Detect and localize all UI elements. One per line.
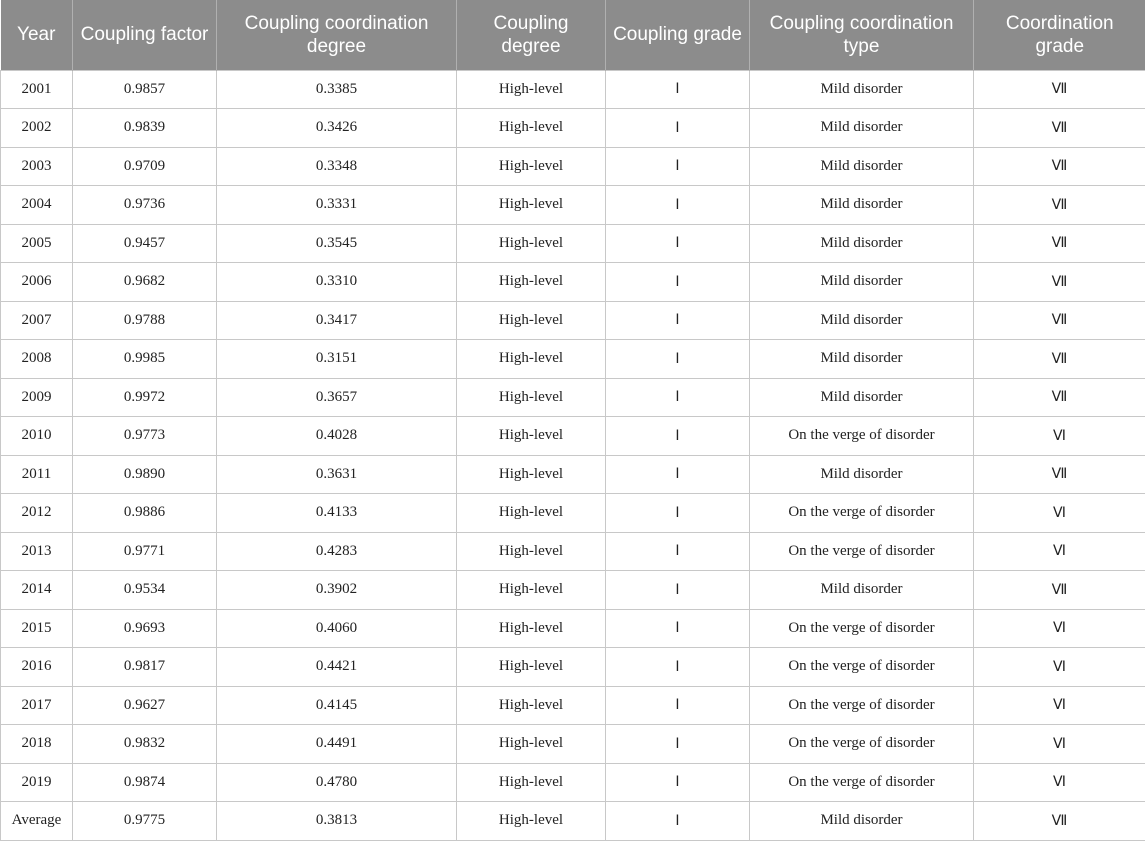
coupling-grade-cell: Ⅰ	[606, 301, 750, 340]
coupling-degree-cell: High-level	[457, 147, 606, 186]
coupling-coordination-type-cell: On the verge of disorder	[750, 686, 974, 725]
coupling-coordination-degree-cell: 0.4491	[217, 725, 457, 764]
year-cell: 2011	[1, 455, 73, 494]
coupling-factor-cell: 0.9682	[73, 263, 217, 302]
coupling-coordination-type-cell: Mild disorder	[750, 147, 974, 186]
coupling-grade-cell: Ⅰ	[606, 686, 750, 725]
table-row	[1, 494, 1145, 533]
table-row	[1, 224, 1145, 263]
coupling-degree-cell: High-level	[457, 301, 606, 340]
table-row	[1, 686, 1145, 725]
coupling-degree-cell: High-level	[457, 224, 606, 263]
coupling-coordination-degree-cell: 0.3417	[217, 301, 457, 340]
table-row	[1, 70, 1145, 109]
coupling-factor-cell: 0.9775	[73, 802, 217, 841]
coupling-grade-cell: Ⅰ	[606, 455, 750, 494]
coupling-factor-cell: 0.9890	[73, 455, 217, 494]
coupling-grade-cell: Ⅰ	[606, 532, 750, 571]
coupling-degree-cell: High-level	[457, 455, 606, 494]
year-cell: 2003	[1, 147, 73, 186]
coordination-grade-cell: Ⅵ	[974, 417, 1145, 456]
coupling-degree-cell: High-level	[457, 494, 606, 533]
coupling-degree-cell: High-level	[457, 70, 606, 109]
coordination-grade-cell: Ⅶ	[974, 224, 1145, 263]
coupling-degree-cell: High-level	[457, 417, 606, 456]
coupling-degree-cell: High-level	[457, 609, 606, 648]
coupling-grade-cell: Ⅰ	[606, 263, 750, 302]
header-coupling-grade: Coupling grade	[606, 0, 750, 70]
year-cell: 2013	[1, 532, 73, 571]
coordination-grade-cell: Ⅶ	[974, 802, 1145, 841]
coupling-coordination-type-cell: Mild disorder	[750, 109, 974, 148]
coordination-grade-cell: Ⅵ	[974, 648, 1145, 687]
year-cell: 2014	[1, 571, 73, 610]
table-row	[1, 301, 1145, 340]
coupling-factor-cell: 0.9627	[73, 686, 217, 725]
year-cell: 2017	[1, 686, 73, 725]
header-coupling-coordination-type: Coupling coordination type	[750, 0, 974, 70]
table-row	[1, 532, 1145, 571]
table-row	[1, 725, 1145, 764]
coupling-coordination-degree-cell: 0.3310	[217, 263, 457, 302]
coupling-coordination-degree-cell: 0.3902	[217, 571, 457, 610]
coupling-coordination-degree-cell: 0.3631	[217, 455, 457, 494]
coupling-coordination-degree-cell: 0.3385	[217, 70, 457, 109]
coupling-coordination-degree-cell: 0.4060	[217, 609, 457, 648]
coupling-factor-cell: 0.9874	[73, 763, 217, 802]
coupling-degree-cell: High-level	[457, 186, 606, 225]
year-cell: 2009	[1, 378, 73, 417]
coupling-factor-cell: 0.9972	[73, 378, 217, 417]
header-coupling-factor: Coupling factor	[73, 0, 217, 70]
header-coordination-grade: Coordination grade	[974, 0, 1145, 70]
table-row	[1, 455, 1145, 494]
coupling-degree-cell: High-level	[457, 571, 606, 610]
coupling-coordination-degree-cell: 0.4028	[217, 417, 457, 456]
coupling-grade-cell: Ⅰ	[606, 725, 750, 764]
coupling-grade-cell: Ⅰ	[606, 648, 750, 687]
coupling-factor-cell: 0.9886	[73, 494, 217, 533]
header-year: Year	[1, 0, 73, 70]
coordination-grade-cell: Ⅶ	[974, 378, 1145, 417]
coupling-factor-cell: 0.9788	[73, 301, 217, 340]
coupling-factor-cell: 0.9839	[73, 109, 217, 148]
coordination-grade-cell: Ⅶ	[974, 455, 1145, 494]
coupling-factor-cell: 0.9534	[73, 571, 217, 610]
year-cell: 2007	[1, 301, 73, 340]
table-row	[1, 609, 1145, 648]
coupling-degree-cell: High-level	[457, 109, 606, 148]
table-body	[1, 70, 1145, 840]
coupling-coordination-type-cell: On the verge of disorder	[750, 417, 974, 456]
coupling-factor-cell: 0.9736	[73, 186, 217, 225]
year-cell: 2004	[1, 186, 73, 225]
coupling-coordination-degree-cell: 0.3151	[217, 340, 457, 379]
coupling-coordination-type-cell: On the verge of disorder	[750, 648, 974, 687]
coupling-grade-cell: Ⅰ	[606, 763, 750, 802]
coordination-grade-cell: Ⅶ	[974, 571, 1145, 610]
table-row	[1, 340, 1145, 379]
coupling-grade-cell: Ⅰ	[606, 802, 750, 841]
table-row	[1, 802, 1145, 841]
coupling-coordination-type-cell: Mild disorder	[750, 340, 974, 379]
coupling-grade-cell: Ⅰ	[606, 70, 750, 109]
coupling-factor-cell: 0.9817	[73, 648, 217, 687]
coupling-coordination-type-cell: Mild disorder	[750, 186, 974, 225]
coupling-coordination-degree-cell: 0.3657	[217, 378, 457, 417]
coupling-factor-cell: 0.9693	[73, 609, 217, 648]
year-cell: 2015	[1, 609, 73, 648]
coupling-coordination-degree-cell: 0.3813	[217, 802, 457, 841]
year-cell: 2008	[1, 340, 73, 379]
year-cell: 2012	[1, 494, 73, 533]
coupling-grade-cell: Ⅰ	[606, 571, 750, 610]
coupling-degree-cell: High-level	[457, 763, 606, 802]
coordination-grade-cell: Ⅵ	[974, 494, 1145, 533]
coupling-degree-cell: High-level	[457, 340, 606, 379]
coupling-factor-cell: 0.9771	[73, 532, 217, 571]
coupling-coordination-type-cell: Mild disorder	[750, 301, 974, 340]
coupling-factor-cell: 0.9709	[73, 147, 217, 186]
coordination-grade-cell: Ⅶ	[974, 186, 1145, 225]
coupling-factor-cell: 0.9773	[73, 417, 217, 456]
coupling-grade-cell: Ⅰ	[606, 186, 750, 225]
year-cell: 2002	[1, 109, 73, 148]
coupling-degree-cell: High-level	[457, 725, 606, 764]
table-row	[1, 147, 1145, 186]
coupling-factor-cell: 0.9457	[73, 224, 217, 263]
coupling-factor-cell: 0.9857	[73, 70, 217, 109]
coupling-coordination-type-cell: Mild disorder	[750, 70, 974, 109]
coordination-grade-cell: Ⅵ	[974, 686, 1145, 725]
coupling-grade-cell: Ⅰ	[606, 147, 750, 186]
coordination-grade-cell: Ⅶ	[974, 70, 1145, 109]
year-cell: 2018	[1, 725, 73, 764]
coupling-coordination-type-cell: Mild disorder	[750, 378, 974, 417]
coupling-coordination-degree-cell: 0.3348	[217, 147, 457, 186]
table-row	[1, 648, 1145, 687]
coupling-coordination-degree-cell: 0.3426	[217, 109, 457, 148]
coupling-coordination-type-cell: Mild disorder	[750, 802, 974, 841]
coupling-coordination-degree-cell: 0.4283	[217, 532, 457, 571]
coupling-coordination-degree-cell: 0.4421	[217, 648, 457, 687]
coordination-grade-cell: Ⅶ	[974, 263, 1145, 302]
year-cell: 2006	[1, 263, 73, 302]
coupling-degree-cell: High-level	[457, 802, 606, 841]
table-row	[1, 109, 1145, 148]
coupling-coordination-degree-cell: 0.4145	[217, 686, 457, 725]
table-row	[1, 186, 1145, 225]
coupling-coordination-type-cell: On the verge of disorder	[750, 763, 974, 802]
coupling-degree-cell: High-level	[457, 686, 606, 725]
table-row	[1, 763, 1145, 802]
coupling-coordination-degree-cell: 0.4133	[217, 494, 457, 533]
coordination-grade-cell: Ⅶ	[974, 147, 1145, 186]
coupling-coordination-type-cell: On the verge of disorder	[750, 532, 974, 571]
coordination-grade-cell: Ⅵ	[974, 532, 1145, 571]
coordination-grade-cell: Ⅶ	[974, 301, 1145, 340]
year-cell: Average	[1, 802, 73, 841]
table-row	[1, 378, 1145, 417]
table-row	[1, 263, 1145, 302]
coordination-grade-cell: Ⅶ	[974, 340, 1145, 379]
coordination-grade-cell: Ⅵ	[974, 725, 1145, 764]
header-row	[1, 0, 1145, 70]
coupling-coordination-type-cell: On the verge of disorder	[750, 725, 974, 764]
table-row	[1, 417, 1145, 456]
coupling-degree-cell: High-level	[457, 648, 606, 687]
year-cell: 2005	[1, 224, 73, 263]
coordination-grade-cell: Ⅶ	[974, 109, 1145, 148]
coupling-grade-cell: Ⅰ	[606, 109, 750, 148]
coupling-coordination-type-cell: On the verge of disorder	[750, 494, 974, 533]
coupling-coordination-degree-cell: 0.3331	[217, 186, 457, 225]
coupling-coordination-type-cell: Mild disorder	[750, 571, 974, 610]
coupling-coordination-degree-cell: 0.3545	[217, 224, 457, 263]
year-cell: 2016	[1, 648, 73, 687]
coupling-grade-cell: Ⅰ	[606, 609, 750, 648]
coupling-grade-cell: Ⅰ	[606, 417, 750, 456]
coupling-coordination-type-cell: Mild disorder	[750, 455, 974, 494]
coupling-grade-cell: Ⅰ	[606, 378, 750, 417]
coupling-factor-cell: 0.9985	[73, 340, 217, 379]
coupling-grade-cell: Ⅰ	[606, 340, 750, 379]
coupling-coordination-type-cell: Mild disorder	[750, 263, 974, 302]
coupling-degree-cell: High-level	[457, 378, 606, 417]
year-cell: 2001	[1, 70, 73, 109]
coordination-grade-cell: Ⅵ	[974, 763, 1145, 802]
table-row	[1, 571, 1145, 610]
coupling-coordination-type-cell: On the verge of disorder	[750, 609, 974, 648]
coupling-degree-cell: High-level	[457, 263, 606, 302]
coupling-coordination-type-cell: Mild disorder	[750, 224, 974, 263]
coordination-grade-cell: Ⅵ	[974, 609, 1145, 648]
coupling-grade-cell: Ⅰ	[606, 494, 750, 533]
year-cell: 2010	[1, 417, 73, 456]
header-coupling-coordination-degree: Coupling coordination degree	[217, 0, 457, 70]
coupling-coordination-degree-cell: 0.4780	[217, 763, 457, 802]
coupling-grade-cell: Ⅰ	[606, 224, 750, 263]
coupling-factor-cell: 0.9832	[73, 725, 217, 764]
coupling-degree-cell: High-level	[457, 532, 606, 571]
table-header	[1, 0, 1145, 70]
year-cell: 2019	[1, 763, 73, 802]
header-coupling-degree: Coupling degree	[457, 0, 606, 70]
